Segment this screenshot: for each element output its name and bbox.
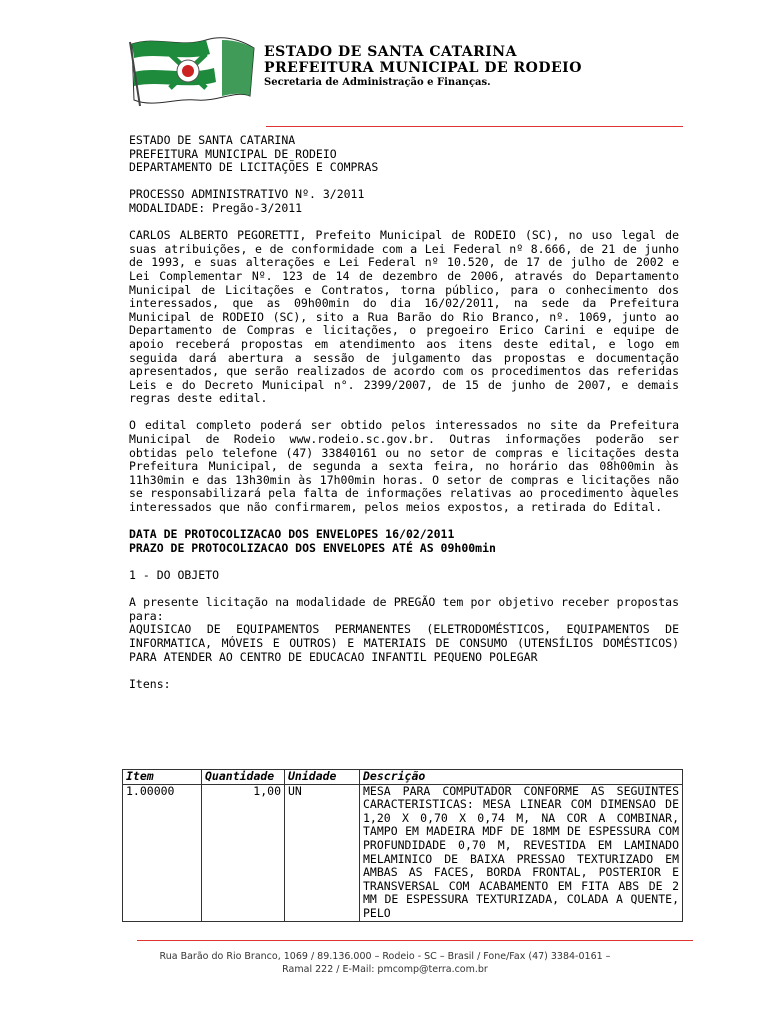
header-description: Descrição — [360, 770, 683, 785]
items-table — [122, 769, 683, 922]
header-item: Item — [123, 770, 202, 785]
header-unit: Unidade — [285, 770, 360, 785]
header-divider — [266, 126, 683, 127]
table-header-row — [123, 770, 683, 785]
footer-address: Rua Barão do Rio Branco, 1069 / 89.136.000 – Rodeio - SC – Brasil / Fone/Fax (47) 3384-0161 – — [159, 951, 611, 962]
heading-line-1: ESTADO DE SANTA CATARINA — [129, 133, 296, 147]
cell-quantity: 1,00 — [202, 784, 285, 921]
edital-paragraph: O edital completo poderá ser obtido pelos interessados no site da Prefeitura Municipal de Rodeio www.rodeio.sc.gov.br. Outras informações poderão ser obtidas pelo telefone (47) 33840161 ou no setor de compras e licitações desta Prefeitura Municipal, de segunda a sexta feira, no horário das 08h00min às 11h30min e das 13h30min às 17h00min horas. O setor de compras e licitações não se responsabilizará pela falta de informações relativas ao procedimento àqueles interessados que não confirmarem, pelos meios expostos, a retirada do Edital. — [129, 418, 679, 515]
section-title: 1 - DO OBJETO — [129, 568, 220, 582]
object-lead: A presente licitação na modalidade de PREGÃO tem por objetivo receber propostas para: — [129, 595, 679, 623]
table-row — [123, 784, 683, 921]
modality: MODALIDADE: Pregão-3/2011 — [129, 200, 303, 215]
heading-line-2: PREFEITURA MUNICIPAL DE RODEIO — [129, 146, 337, 161]
cell-item: 1.00000 — [123, 784, 202, 921]
letterhead-state: ESTADO DE SANTA CATARINA — [264, 44, 517, 60]
santa-catarina-flag-icon — [126, 34, 256, 108]
letterhead-department: Secretaria de Administração e Finanças. — [264, 77, 491, 88]
cell-description: MESA PARA COMPUTADOR CONFORME AS SEGUINTES CARACTERISTICAS: MESA LINEAR COM DIMENSAO DE 1,20 X 0,70 X 0,74 M, NA COR A COMBINAR, TAMPO EM MADEIRA MDF DE 18MM DE ESPESSURA COM PROFUNDIDADE 0,70 M, REVESTIDA EM LAMINADO MELAMINICO DE BAIXA PRESSAO TEXTURIZADO EM AMBAS AS FACES, BORDA FRONTAL, POSTERIOR E TRANSVERSAL COM ACABAMENTO EM FITA ABS DE 2 MM DE ESPESSURA TEXTURIZADA, COLADA A QUENTE, PELO — [360, 784, 683, 921]
letterhead-city: PREFEITURA MUNICIPAL DE RODEIO — [264, 60, 582, 76]
document-body — [129, 134, 679, 691]
footer — [120, 950, 650, 976]
letterhead — [264, 44, 582, 90]
cell-unit: UN — [285, 784, 360, 921]
heading-line-3: DEPARTAMENTO DE LICITAÇÕES E COMPRAS — [129, 160, 379, 175]
items-label: Itens: — [129, 676, 171, 691]
header-quantity: Quantidade — [202, 770, 285, 785]
process-number: PROCESSO ADMINISTRATIVO Nº. 3/2011 — [129, 187, 365, 202]
object-description: AQUISICAO DE EQUIPAMENTOS PERMANENTES (ELETRODOMÉSTICOS, EQUIPAMENTOS DE INFORMATICA, MÓVEIS E OUTROS) E MATERIAIS DE CONSUMO (UTENSÍLIOS DOMÉSTICOS) PARA ATENDER AO CENTRO DE EDUCACAO INFANTIL PEQUENO POLEGAR — [129, 622, 679, 664]
page-break-mask — [122, 936, 684, 938]
intro-paragraph: CARLOS ALBERTO PEGORETTI, Prefeito Municipal de RODEIO (SC), no uso legal de suas atribuições, e de conformidade com a Lei Federal nº 8.666, de 21 de junho de 1993, e suas alterações e Lei Federal nº 10.520, de 17 de julho de 2002 e Lei Complementar Nº. 123 de 14 de dezembro de 2006, através do Departamento Municipal de Licitações e Contratos, torna público, para o conhecimento dos interessados, que as 09h00min do dia 16/02/2011, na sede da Prefeitura Municipal de RODEIO (SC), sito a Rua Barão do Rio Branco, nº. 1069, junto ao Departamento de Compras e licitações, o pregoeiro Erico Carini e equipe de apoio receberá propostas em atendimento aos itens deste edital, e logo em seguida dará abertura a sessão de julgamento das propostas e documentação apresentados, que serão realizados de acordo com os procedimentos das referidas Leis e do Decreto Municipal n°. 2399/2007, de 15 de junho de 2007, e demais regras deste edital. — [129, 228, 679, 406]
footer-divider — [137, 940, 693, 941]
protocol-deadline: PRAZO DE PROTOCOLIZACAO DOS ENVELOPES ATÉ AS 09h00min — [129, 540, 496, 555]
protocol-date: DATA DE PROTOCOLIZACAO DOS ENVELOPES 16/02/2011 — [129, 527, 455, 542]
footer-contact: Ramal 222 / E-Mail: pmcomp@terra.com.br — [282, 964, 488, 975]
